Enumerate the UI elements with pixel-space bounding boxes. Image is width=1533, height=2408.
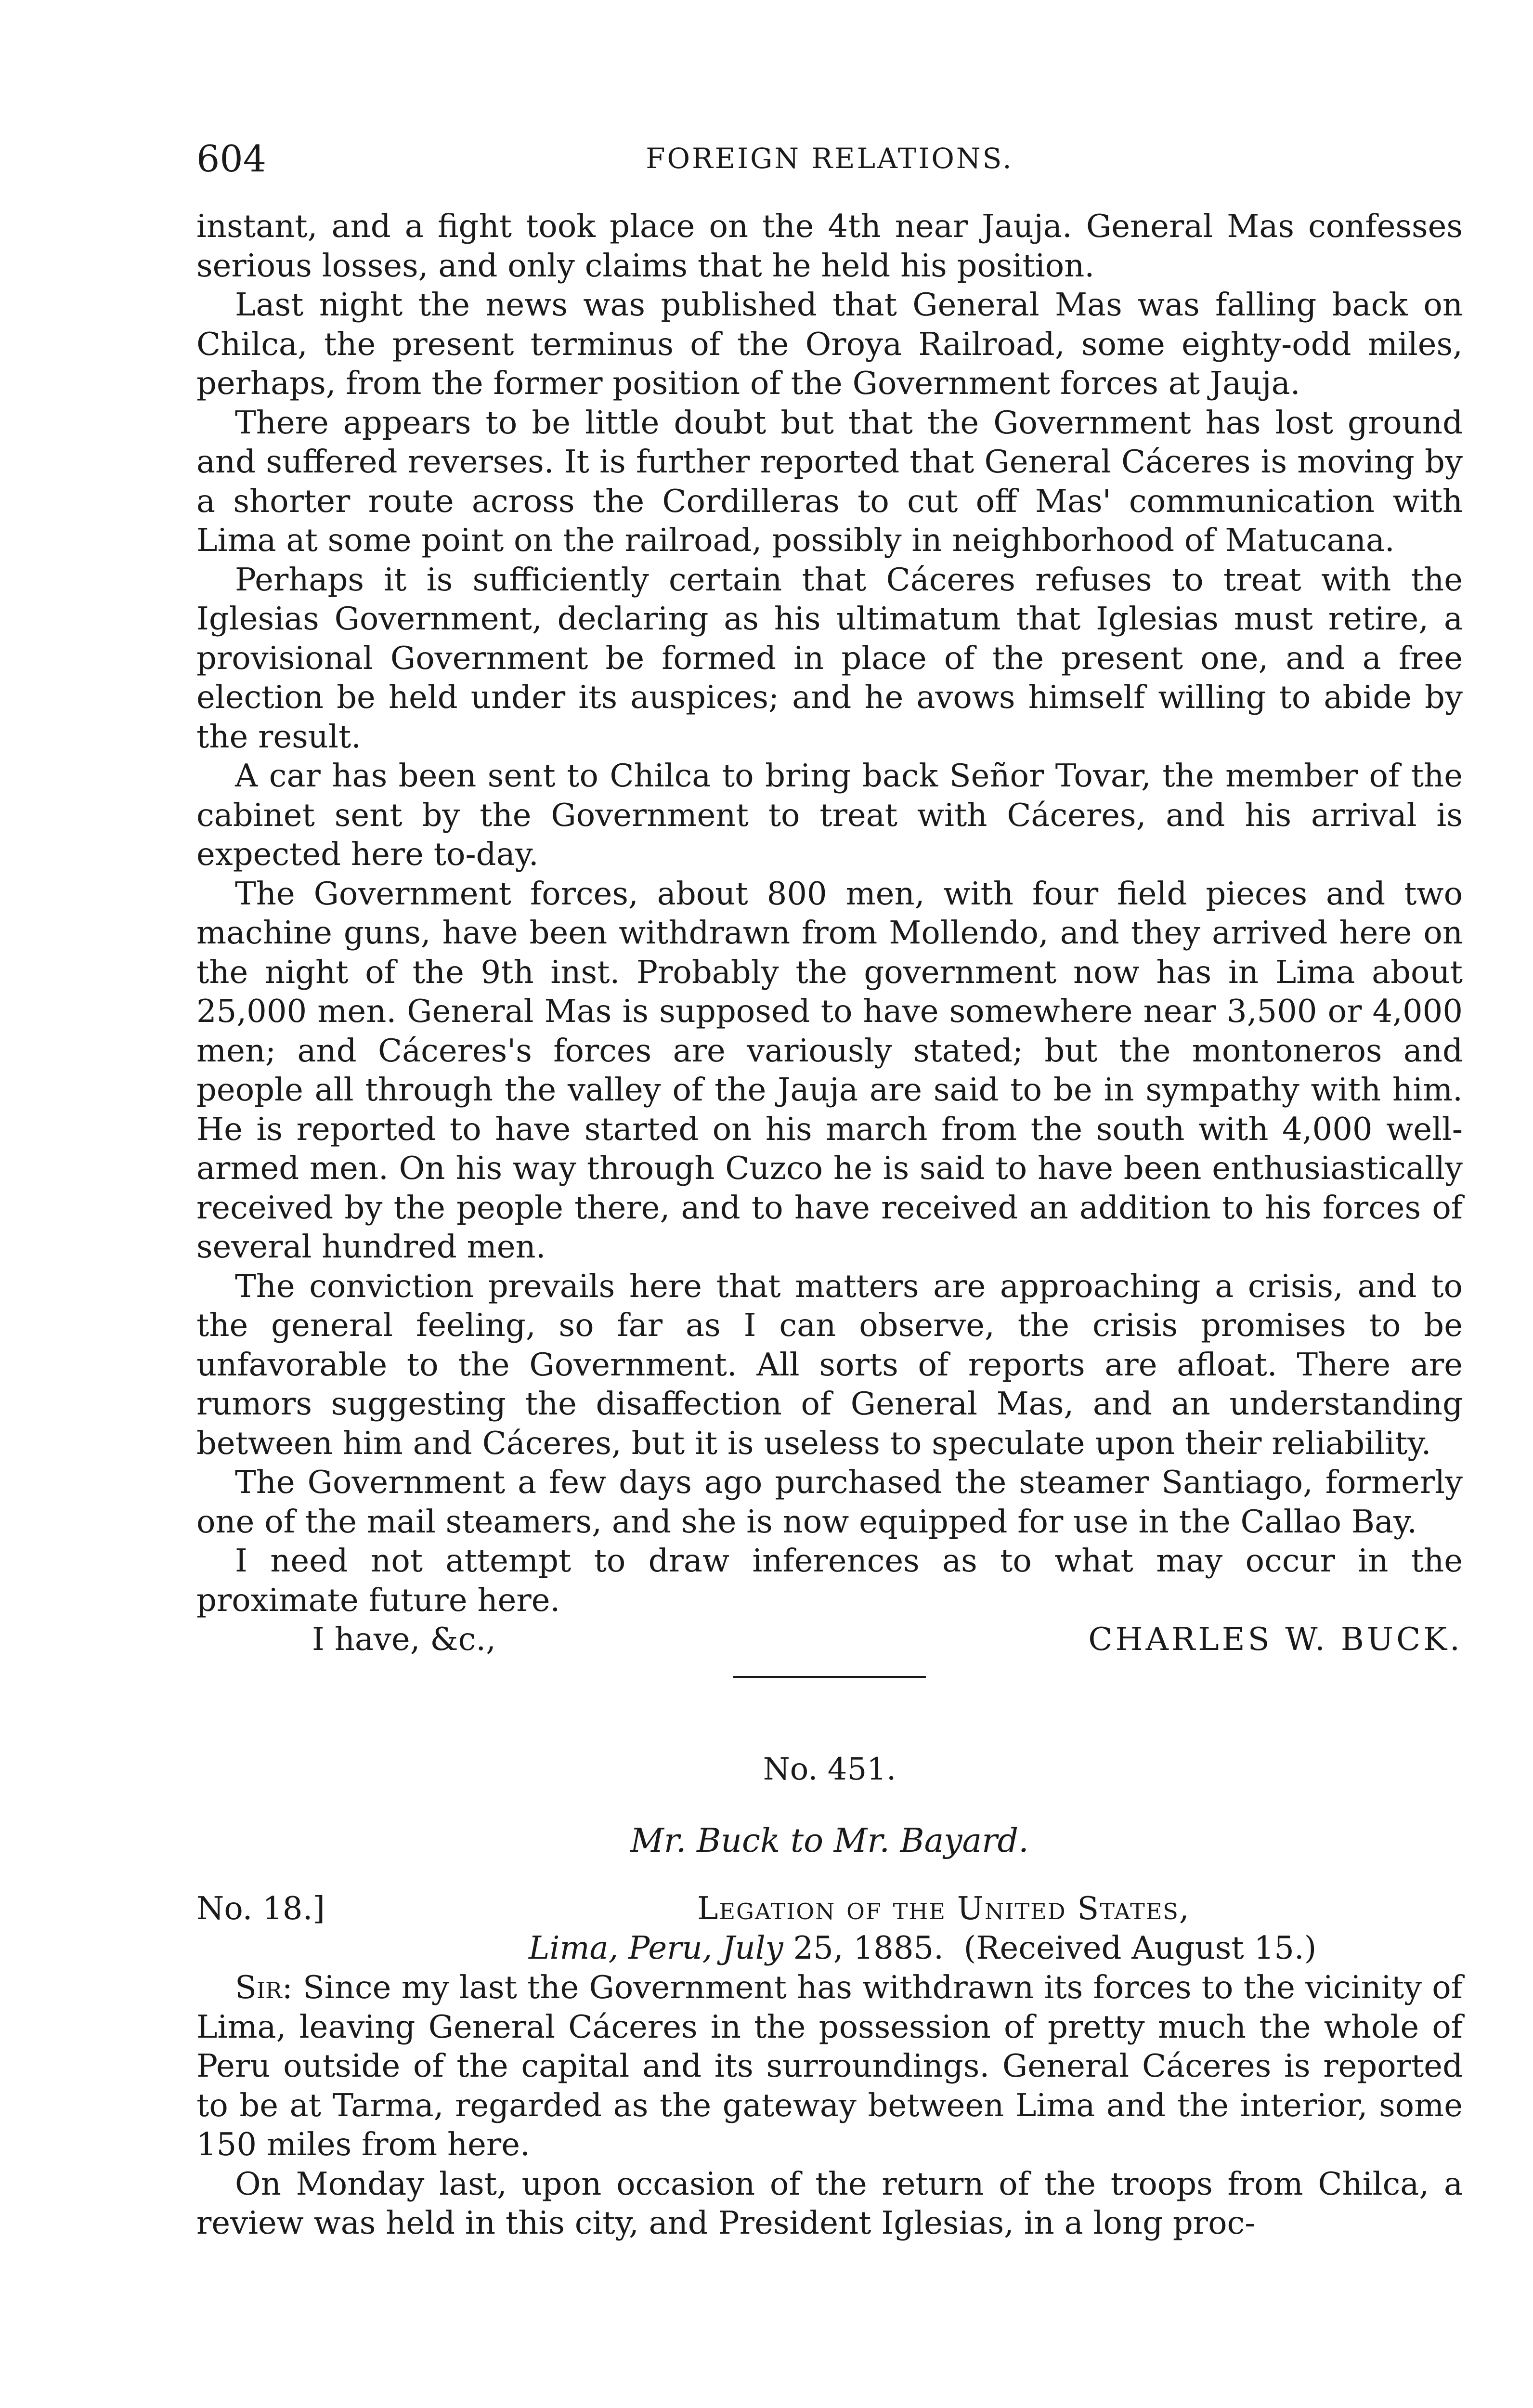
legation-line: Legation of the United States, bbox=[697, 1890, 1190, 1927]
document-title: Mr. Buck to Mr. Bayard. bbox=[630, 1821, 1029, 1860]
date-year: 25, 1885. bbox=[783, 1930, 944, 1966]
place-date: Lima, Peru, July bbox=[529, 1930, 783, 1966]
salutation: Sir bbox=[235, 1969, 282, 2006]
paragraph: I need not attempt to draw inferences as to what may occur in the proximate future here. bbox=[196, 1543, 1463, 1619]
paragraph: Perhaps it is sufficiently certain that Cáceres refuses to treat with the Iglesias Government, declaring as his ultimatum that Iglesias must retire, a provisional Government be formed in place of the present one, and a free election be held under its auspices; and he avows himself willing to abide by the result. bbox=[196, 561, 1463, 755]
document-number: No. 451. bbox=[763, 1752, 896, 1787]
dispatch-number: No. 18.] bbox=[196, 1890, 325, 1927]
paragraph: The Government a few days ago purchased the steamer Santiago, formerly one of the mail steamers, and she is now equipped for use in the Callao Bay. bbox=[196, 1464, 1463, 1540]
paragraph: A car has been sent to Chilca to bring back Señor Tovar, the member of the cabinet sent by the Government to treat with Cáceres, and his arrival is expected here to-day. bbox=[196, 758, 1463, 873]
paragraph: Last night the news was published that General Mas was falling back on Chilca, the present terminus of the Oroya Railroad, some eighty-odd miles, perhaps, from the former position of the Government forces at Jauja. bbox=[196, 287, 1463, 402]
body-text bbox=[196, 207, 1463, 2243]
paragraph: The conviction prevails here that matters are approaching a crisis, and to the general feeling, so far as I can observe, the crisis promises to be unfavorable to the Government. All sorts of reports are afloat. There are rumors suggesting the disaffection of General Mas, and an understanding between him and Cáceres, but it is useless to speculate upon their reliability. bbox=[196, 1268, 1463, 1462]
paragraph: On Monday last, upon occasion of the return of the troops from Chilca, a review was held in this city, and President Iglesias, in a long proc- bbox=[196, 2165, 1463, 2241]
page-header bbox=[196, 137, 1463, 190]
signature-block bbox=[196, 1620, 1463, 1660]
page-number: 604 bbox=[196, 137, 267, 180]
signature: CHARLES W. BUCK. bbox=[1088, 1621, 1463, 1658]
paragraph: instant, and a fight took place on the 4th near Jauja. General Mas confesses serious losses, and only claims that he held his position. bbox=[196, 208, 1463, 284]
paragraph: There appears to be little doubt but that the Government has lost ground and suffered reverses. It is further reported that General Cáceres is moving by a shorter route across the Cordilleras to cut off Mas' communication with Lima at some point on the railroad, possibly in neighborhood of Matucana. bbox=[196, 404, 1463, 559]
running-head: FOREIGN RELATIONS. bbox=[646, 142, 1013, 175]
dispatch-heading bbox=[196, 1889, 1463, 1968]
paragraph: The Government forces, about 800 men, with four field pieces and two machine guns, have been withdrawn from Mollendo, and they arrived here on the night of the 9th inst. Probably the government now has in Lima about 25,000 men. General Mas is supposed to have somewhere near 3,500 or 4,000 men; and Cáceres's forces are variously stated; but the montoneros and people all through the valley of the Jauja are said to be in sympathy with him. He is reported to have started on his march from the south with 4,000 well-armed men. On his way through Cuzco he is said to have been enthusiastically received by the people there, and to have received an addition to his forces of several hundred men. bbox=[196, 875, 1463, 1265]
paragraph-text: : Since my last the Government has withdrawn its forces to the vicinity of Lima, leaving General Cáceres in the possession of pretty much the whole of Peru outside of the capital and its surroundings. General Cáceres is reported to be at Tarma, regarded as the gateway between Lima and the interior, some 150 miles from here. bbox=[196, 1969, 1463, 2163]
received-note: (Received August 15.) bbox=[963, 1930, 1317, 1966]
paragraph bbox=[196, 1968, 1463, 2165]
closing-line: I have, &c., bbox=[312, 1621, 496, 1658]
place-date-line bbox=[529, 1929, 1316, 1968]
section-divider bbox=[733, 1676, 926, 1678]
